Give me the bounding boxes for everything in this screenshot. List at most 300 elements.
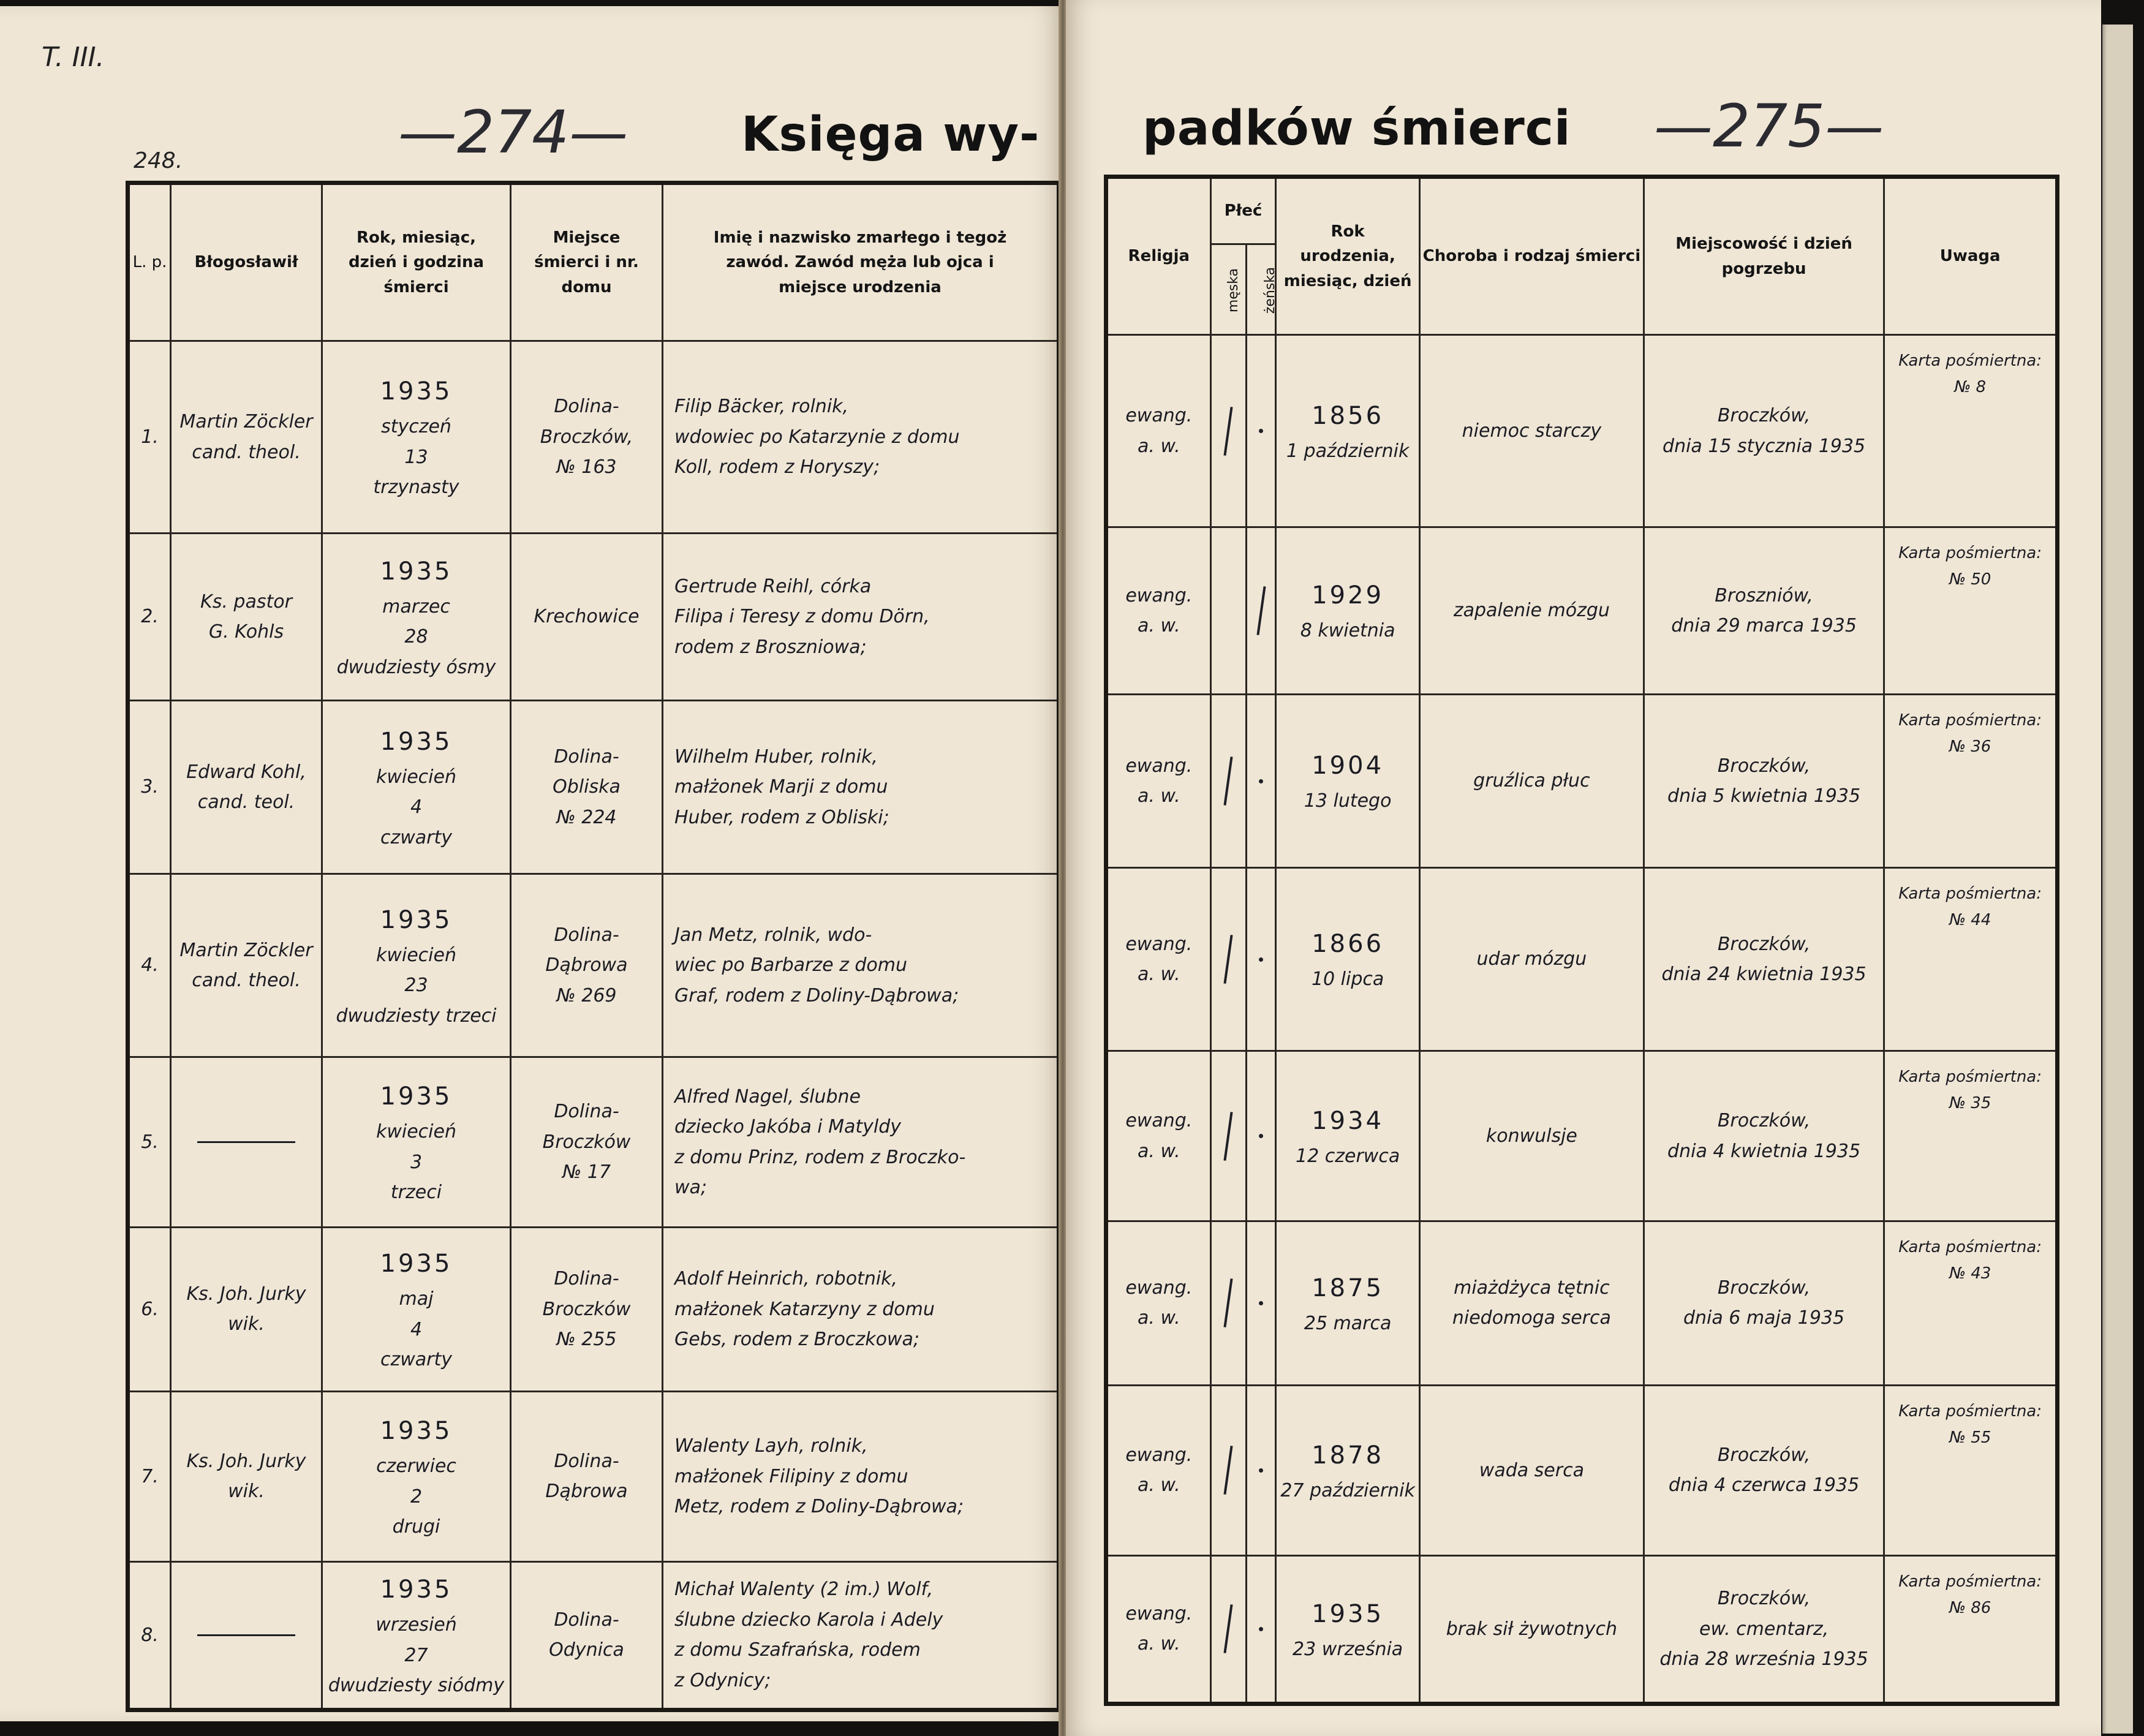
date-of-death [323, 1563, 510, 1708]
note-line: № 44 [1949, 911, 1991, 930]
place-line: Dąbrowa [545, 1481, 628, 1503]
cause-of-death [1421, 1557, 1643, 1702]
note-cell [1884, 1385, 2058, 1555]
table-row [128, 534, 1059, 701]
birth-line: 12 czerwca [1296, 1145, 1400, 1167]
deceased-name [663, 1058, 1057, 1226]
burial-line: dnia 5 kwietnia 1935 [1667, 785, 1861, 807]
burial [1645, 336, 1884, 526]
female-cell [1247, 1221, 1276, 1386]
page-title-left: Księga wy- [741, 107, 1040, 162]
place-of-death [511, 1563, 662, 1708]
name-line: Graf, rodem z Doliny-Dąbrowa; [674, 984, 959, 1006]
religion [1108, 869, 1210, 1050]
header-imie-text: Imię i nazwisko zmarłego i tegoż zawód. Zawód męża lub ojca i miejsce urodzenia [713, 228, 1007, 296]
religion-cell [1106, 695, 1211, 868]
cause-line: niemoc starczy [1462, 420, 1602, 442]
date-of-death [323, 701, 510, 873]
blogoslawil-cell [171, 534, 322, 701]
date-of-death [323, 342, 510, 532]
note [1885, 336, 2055, 526]
blogoslawil-text [172, 534, 321, 700]
female-mark [1247, 336, 1275, 526]
burial-line: dnia 29 marca 1935 [1671, 615, 1857, 637]
dot-mark [1259, 1301, 1263, 1305]
burial-line: dnia 6 maja 1935 [1683, 1307, 1845, 1329]
male-cell [1210, 695, 1247, 868]
birth-date [1277, 528, 1419, 693]
page-number-left: —274— [398, 98, 628, 167]
female-cell [1247, 868, 1276, 1051]
religion-cell [1106, 335, 1211, 527]
blogoslawil-line: cand. teol. [197, 791, 295, 813]
date-of-death-cell [322, 1391, 511, 1561]
place-cell [511, 1228, 663, 1392]
date-of-death [323, 1228, 510, 1391]
burial-line: Broszniów, [1715, 584, 1813, 606]
table-row [128, 1057, 1059, 1227]
blogoslawil-line: Edward Kohl, [186, 761, 306, 783]
birth-date [1277, 1557, 1419, 1702]
tick-mark [1224, 1279, 1233, 1328]
note [1885, 1386, 2055, 1555]
burial [1645, 528, 1884, 693]
date-of-death-cell [322, 1228, 511, 1392]
birth-date [1277, 695, 1419, 867]
place-cell [511, 534, 663, 701]
religion-line: ewang. [1125, 405, 1193, 427]
place-of-death [511, 1228, 662, 1391]
table-row [128, 341, 1059, 534]
place-of-death [511, 1058, 662, 1226]
death-day: 3 [410, 1151, 423, 1173]
male-mark [1212, 869, 1246, 1050]
header-zenska [1247, 244, 1276, 335]
name-line: Alfred Nagel, ślubne [674, 1085, 861, 1108]
birth-date [1277, 869, 1419, 1050]
name-line: Walenty Layh, rolnik, [674, 1435, 868, 1457]
place-cell [511, 1057, 663, 1227]
note-cell [1884, 1555, 2058, 1704]
religion-line: a. w. [1138, 1307, 1180, 1329]
name-cell [663, 341, 1059, 534]
religion-line: ewang. [1125, 584, 1193, 606]
death-day: 4 [410, 1318, 423, 1340]
top-number: 248. [134, 148, 183, 173]
blogoslawil-line: Martin Zöckler [179, 411, 313, 433]
header-meska [1210, 244, 1247, 335]
name-cell [663, 534, 1059, 701]
blank-dash [197, 1141, 295, 1143]
burial-line: Broczków, [1717, 1588, 1811, 1610]
death-day: 27 [404, 1644, 428, 1666]
religion-line: ewang. [1125, 1277, 1193, 1299]
death-day: 2 [410, 1485, 423, 1508]
religion-line: a. w. [1138, 1140, 1180, 1162]
name-cell [663, 1057, 1059, 1227]
place-cell [511, 874, 663, 1057]
birth-cell [1276, 1555, 1420, 1704]
register-table-right [1104, 175, 2059, 1706]
header-blogoslawil: Błogosławił [171, 183, 322, 341]
birth-date [1277, 1222, 1419, 1384]
death-hour: trzynasty [373, 477, 459, 499]
place-cell [511, 341, 663, 534]
birth-line: 10 lipca [1311, 968, 1384, 991]
death-month: marzec [382, 595, 450, 617]
register-table-left [126, 181, 1061, 1712]
tick-mark [1224, 935, 1233, 984]
cause-cell [1419, 335, 1644, 527]
religion-cell [1106, 527, 1211, 695]
religion-line: ewang. [1125, 1444, 1193, 1466]
death-day: 4 [410, 796, 423, 818]
header-zenska-text: żeńska [1263, 267, 1278, 314]
lp-number: 6. [141, 1298, 159, 1320]
female-mark [1247, 1557, 1275, 1702]
cause-of-death [1421, 1052, 1643, 1220]
cause-of-death [1421, 336, 1643, 526]
death-year: 1935 [380, 557, 453, 586]
lp-cell [128, 1228, 171, 1392]
deceased-name [663, 534, 1057, 700]
note-line: № 8 [1954, 377, 1987, 396]
death-year: 1935 [380, 1250, 453, 1278]
table-row [128, 874, 1059, 1057]
burial-line: dnia 15 stycznia 1935 [1663, 435, 1866, 457]
religion-line: a. w. [1138, 615, 1180, 637]
burial-cell [1644, 1555, 1884, 1704]
note-line: № 50 [1949, 570, 1991, 589]
cause-of-death [1421, 695, 1643, 867]
lp-cell [128, 534, 171, 701]
name-line: z domu Szafrańska, rodem [674, 1639, 921, 1661]
death-day: 23 [404, 975, 428, 997]
dot-mark [1259, 779, 1263, 783]
cause-line: udar mózgu [1476, 948, 1587, 970]
religion-line: a. w. [1138, 1633, 1180, 1655]
blogoslawil-line: G. Kohls [208, 621, 284, 643]
date-of-death-cell [322, 534, 511, 701]
blogoslawil-cell [171, 701, 322, 874]
lp-number: 3. [141, 776, 159, 798]
burial-line: Broczków, [1717, 1277, 1811, 1299]
religion-line: a. w. [1138, 964, 1180, 986]
female-cell [1247, 1385, 1276, 1555]
place-line: Dolina- [554, 745, 619, 768]
blogoslawil-line: Ks. Joh. Jurky [186, 1450, 306, 1472]
male-mark [1212, 528, 1246, 693]
female-cell [1247, 695, 1276, 868]
name-line: wa; [674, 1177, 708, 1198]
lp-number: 8. [141, 1624, 159, 1646]
dot-mark [1259, 1627, 1263, 1631]
birth-line: 1856 [1312, 401, 1384, 430]
cause-line: konwulsje [1485, 1125, 1577, 1147]
note-line: № 35 [1949, 1093, 1991, 1112]
lp-number: 4. [141, 954, 159, 976]
cause-line: miażdżyca tętnic [1454, 1277, 1610, 1299]
female-cell [1247, 1555, 1276, 1704]
cause-of-death [1421, 1222, 1643, 1384]
header-rok-text: Rok, miesiąc, dzień i godzina śmierci [349, 228, 484, 296]
male-mark [1212, 1557, 1246, 1702]
lp-cell [128, 701, 171, 874]
note [1885, 869, 2055, 1050]
name-line: Adolf Heinrich, robotnik, [674, 1268, 898, 1290]
lp-cell [128, 1057, 171, 1227]
lp-number: 5. [141, 1131, 159, 1153]
name-line: Filipa i Teresy z domu Dörn, [674, 606, 930, 628]
note-line: Karta pośmiertna: [1898, 352, 2042, 370]
header-religja: Religja [1106, 177, 1211, 335]
death-year: 1935 [380, 1417, 453, 1446]
religion [1108, 528, 1210, 693]
cause-line: brak sił żywotnych [1446, 1618, 1617, 1640]
birth-line: 13 lutego [1304, 790, 1392, 812]
header-rok [322, 183, 511, 341]
table-row [1106, 1221, 2058, 1386]
blogoslawil-text [172, 1392, 321, 1561]
note [1885, 1222, 2055, 1384]
male-cell [1210, 1221, 1247, 1386]
note-line: № 43 [1949, 1264, 1991, 1283]
male-cell [1210, 1385, 1247, 1555]
date-of-death [323, 534, 510, 700]
birth-cell [1276, 335, 1420, 527]
burial-line: dnia 24 kwietnia 1935 [1661, 964, 1867, 986]
burial-cell [1644, 1221, 1884, 1386]
table-row [1106, 868, 2058, 1051]
name-line: z Odynicy; [674, 1669, 771, 1691]
birth-cell [1276, 868, 1420, 1051]
male-cell [1210, 1555, 1247, 1704]
table-row [1106, 1051, 2058, 1221]
cause-cell [1419, 1051, 1644, 1221]
note-cell [1884, 1051, 2058, 1221]
date-of-death-cell [322, 1057, 511, 1227]
place-line: № 163 [556, 456, 617, 478]
header-uwaga: Uwaga [1884, 177, 2058, 335]
note-line: Karta pośmiertna: [1898, 885, 2042, 904]
death-month: wrzesień [376, 1614, 457, 1636]
page-title-right: padków śmierci [1142, 101, 1571, 156]
birth-line: 25 marca [1304, 1312, 1392, 1334]
death-year: 1935 [380, 377, 453, 406]
lp-number: 2. [141, 606, 159, 628]
header-meska-text: męska [1225, 268, 1241, 313]
place-line: № 17 [562, 1161, 611, 1183]
death-year: 1935 [380, 727, 453, 756]
death-hour: drugi [392, 1516, 440, 1538]
note-line: Karta pośmiertna: [1898, 1572, 2042, 1591]
header-lp: L. p. [128, 183, 171, 341]
burial-line: dnia 4 czerwca 1935 [1668, 1474, 1860, 1496]
place-line: Dolina- [554, 1268, 619, 1290]
place-line: № 255 [556, 1329, 617, 1351]
blogoslawil-line: cand. theol. [192, 441, 301, 463]
burial [1645, 1557, 1884, 1702]
female-cell [1247, 1051, 1276, 1221]
religion-line: ewang. [1125, 1110, 1193, 1131]
birth-line: 1934 [1312, 1106, 1384, 1135]
note [1885, 528, 2055, 693]
place-cell [511, 1561, 663, 1710]
place-line: Dolina- [554, 396, 619, 418]
place-line: Odynica [549, 1639, 624, 1661]
religion [1108, 1557, 1210, 1702]
religion-cell [1106, 868, 1211, 1051]
blogoslawil-cell [171, 1561, 322, 1710]
page-edge [2102, 25, 2133, 1734]
religion-line: a. w. [1138, 785, 1180, 807]
place-line: Dolina- [554, 1609, 619, 1631]
male-mark [1212, 1052, 1246, 1220]
death-month: kwiecień [376, 944, 456, 966]
name-line: Filip Bäcker, rolnik, [674, 396, 849, 418]
death-hour: dwudziesty trzeci [336, 1005, 497, 1027]
date-of-death [323, 1058, 510, 1226]
cause-cell [1419, 695, 1644, 868]
blogoslawil-line: Martin Zöckler [179, 939, 313, 961]
female-mark [1247, 1222, 1275, 1384]
religion-line: ewang. [1125, 755, 1193, 777]
male-cell [1210, 527, 1247, 695]
place-line: Dolina- [554, 924, 619, 946]
birth-cell [1276, 1385, 1420, 1555]
tick-mark [1224, 407, 1233, 456]
religion-cell [1106, 1555, 1211, 1704]
female-mark [1247, 528, 1275, 693]
religion-cell [1106, 1385, 1211, 1555]
birth-cell [1276, 1051, 1420, 1221]
name-cell [663, 874, 1059, 1057]
place-cell [511, 1391, 663, 1561]
death-year: 1935 [380, 1576, 453, 1604]
death-month: czerwiec [376, 1455, 456, 1477]
religion-line: ewang. [1125, 1602, 1193, 1625]
lp-number: 7. [141, 1465, 159, 1487]
female-cell [1247, 527, 1276, 695]
table-row [128, 1391, 1059, 1561]
blogoslawil-text [172, 342, 321, 532]
table-row [1106, 1385, 2058, 1555]
place-of-death [511, 534, 662, 700]
note-line: Karta pośmiertna: [1898, 711, 2042, 730]
name-line: małżonek Marji z domu [674, 776, 888, 798]
burial [1645, 1222, 1884, 1384]
page-number-right: —275— [1654, 92, 1884, 160]
birth-date [1277, 336, 1419, 526]
burial-line: ew. cmentarz, [1699, 1618, 1829, 1640]
male-cell [1210, 335, 1247, 527]
date-of-death-cell [322, 341, 511, 534]
religion-line: a. w. [1138, 1474, 1180, 1496]
name-line: małżonek Filipiny z domu [674, 1465, 908, 1487]
blogoslawil-line: Ks. pastor [200, 591, 292, 613]
burial [1645, 695, 1884, 867]
deceased-name [663, 342, 1057, 532]
cause-cell [1419, 1385, 1644, 1555]
blogoslawil-text [172, 875, 321, 1056]
birth-cell [1276, 527, 1420, 695]
cause-line: wada serca [1479, 1459, 1584, 1481]
left-page [0, 6, 1063, 1721]
burial-cell [1644, 527, 1884, 695]
name-line: z domu Prinz, rodem z Broczko- [674, 1146, 966, 1168]
header-imie [663, 183, 1059, 341]
place-line: Broczków [542, 1131, 631, 1153]
note-line: Karta pośmiertna: [1898, 1402, 2042, 1421]
note-cell [1884, 1221, 2058, 1386]
dot-mark [1259, 1468, 1263, 1473]
table-row [128, 701, 1059, 874]
lp-cell [128, 341, 171, 534]
tick-mark [1224, 1605, 1233, 1654]
burial-cell [1644, 335, 1884, 527]
cause-of-death [1421, 528, 1643, 693]
burial-line: Broczków, [1717, 755, 1811, 777]
burial-line: dnia 4 kwietnia 1935 [1667, 1140, 1861, 1162]
birth-line: 1904 [1312, 752, 1384, 780]
name-line: Wilhelm Huber, rolnik, [674, 745, 878, 768]
death-hour: czwarty [380, 1349, 452, 1371]
blogoslawil-text [172, 701, 321, 873]
birth-cell [1276, 695, 1420, 868]
note-line: № 55 [1949, 1428, 1991, 1447]
place-of-death [511, 342, 662, 532]
table-row [1106, 527, 2058, 695]
blank-dash [197, 1634, 295, 1636]
birth-line: 23 września [1293, 1638, 1403, 1660]
burial-line: Broczków, [1717, 1110, 1811, 1131]
place-of-death [511, 1392, 662, 1561]
date-of-death-cell [322, 874, 511, 1057]
note-line: Karta pośmiertna: [1898, 1238, 2042, 1257]
death-year: 1935 [380, 905, 453, 934]
dot-mark [1259, 957, 1263, 962]
death-month: maj [399, 1288, 434, 1310]
male-cell [1210, 868, 1247, 1051]
name-line: ślubne dziecko Karola i Adely [674, 1609, 943, 1631]
table-row [1106, 695, 2058, 868]
lp-cell [128, 874, 171, 1057]
death-month: styczeń [381, 416, 451, 438]
cause-of-death [1421, 1386, 1643, 1555]
burial [1645, 1052, 1884, 1220]
deceased-name [663, 1392, 1057, 1561]
blogoslawil-line: wik. [228, 1481, 265, 1503]
name-line: małżonek Katarzyny z domu [674, 1298, 935, 1320]
place-line: Krechowice [534, 606, 640, 628]
note-cell [1884, 527, 2058, 695]
name-cell [663, 1561, 1059, 1710]
note-cell [1884, 695, 2058, 868]
note-cell [1884, 868, 2058, 1051]
female-cell [1247, 335, 1276, 527]
cause-cell [1419, 527, 1644, 695]
birth-line: 8 kwietnia [1300, 620, 1395, 642]
name-line: Metz, rodem z Doliny-Dąbrowa; [674, 1496, 964, 1518]
dot-mark [1259, 1134, 1263, 1138]
birth-line: 27 październik [1280, 1479, 1415, 1501]
deceased-name [663, 875, 1057, 1056]
blogoslawil-cell [171, 1391, 322, 1561]
note-line: Karta pośmiertna: [1898, 544, 2042, 563]
burial-cell [1644, 695, 1884, 868]
name-line: dziecko Jakóba i Matyldy [674, 1116, 902, 1138]
blogoslawil-cell [171, 874, 322, 1057]
